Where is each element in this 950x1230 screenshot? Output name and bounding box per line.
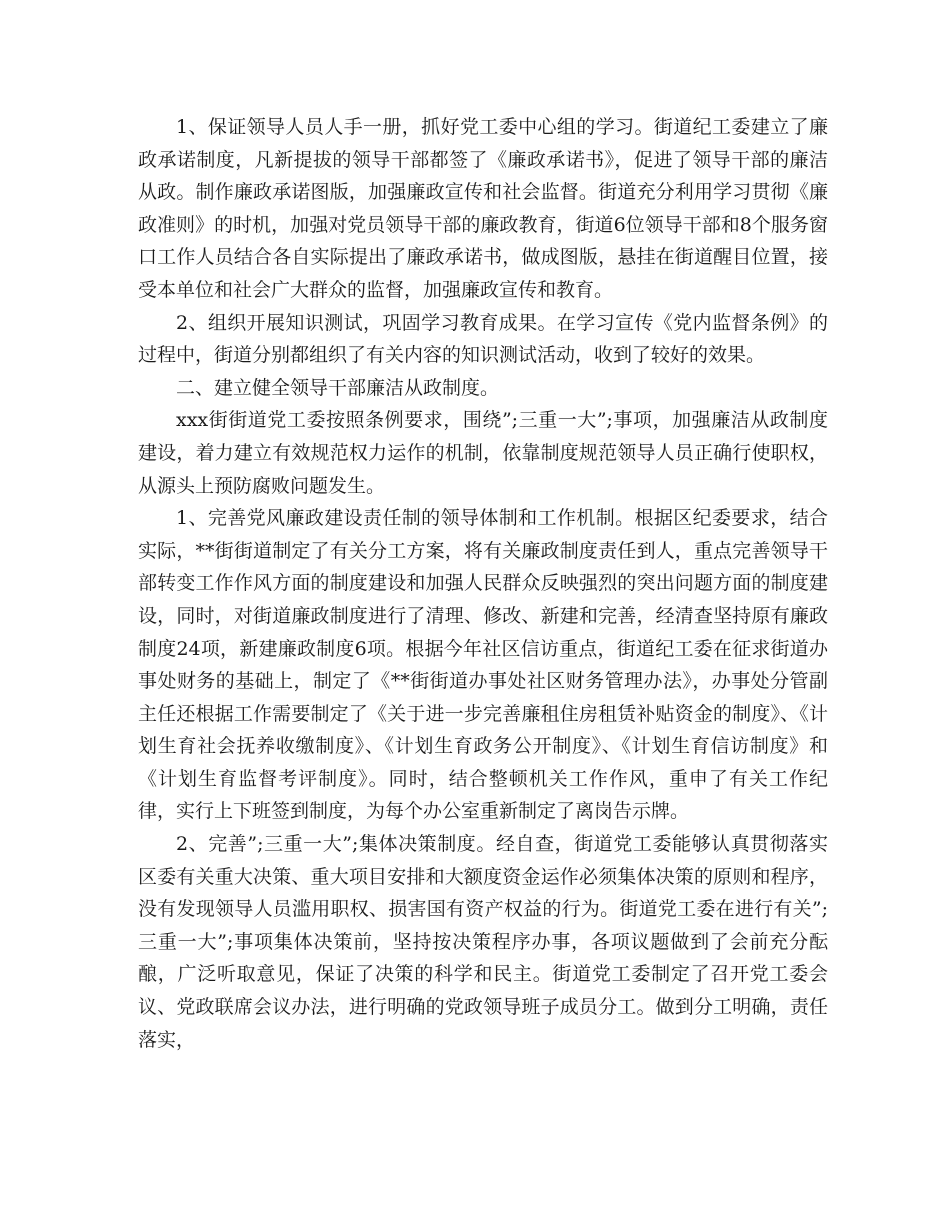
paragraph-1: 1、保证领导人员人手一册，抓好党工委中心组的学习。街道纪工委建立了廉政承诺制度，凡新提拔的领导干部都签了《廉政承诺书》，促进了领导干部的廉洁从政。制作廉政承诺图版，加强廉政宣传和社会监督。街道充分利用学习贯彻《廉政准则》的时机，加强对党员领导干部的廉政教育，街道6位领导干部和8个服务窗口工作人员结合各自实际提出了廉政承诺书，做成图版，悬挂在街道醒目位置，接受本单位和社会广大群众的监督，加强廉政宣传和教育。	[138, 116, 828, 301]
paragraph-2: 2、组织开展知识测试，巩固学习教育成果。在学习宣传《党内监督条例》的过程中，街道分别都组织了有关内容的知识测试活动，收到了较好的效果。	[138, 311, 828, 367]
paragraph-5: 2、完善”;三重一大”;集体决策制度。经自查，街道党工委能够认真贯彻落实区委有关重大决策、重大项目安排和大额度资金运作必须集体决策的原则和程序，没有发现领导人员滥用职权、损害国有资产权益的行为。街道党工委在进行有关”;三重一大”;事项集体决策前，坚持按决策程序办事，各项议题做到了会前充分酝酿，广泛听取意见，保证了决策的科学和民主。街道党工委制定了召开党工委会议、党政联席会议办法，进行明确的党政领导班子成员分工。做到分工明确，责任落实，	[138, 833, 828, 1051]
paragraph-3: xxx街街道党工委按照条例要求，围绕”;三重一大”;事项，加强廉洁从政制度建设，着力建立有效规范权力运作的机制，依靠制度规范领导人员正确行使职权，从源头上预防腐败问题发生。	[138, 409, 828, 497]
section-heading: 二、建立健全领导干部廉洁从政制度。	[176, 376, 500, 399]
paragraph-4: 1、完善党风廉政建设责任制的领导体制和工作机制。根据区纪委要求，结合实际，**街街道制定了有关分工方案，将有关廉政制度责任到人，重点完善领导干部转变工作作风方面的制度建设和加强人民群众反映强烈的突出问题方面的制度建设，同时，对街道廉政制度进行了清理、修改、新建和完善，经清查坚持原有廉政制度24项，新建廉政制度6项。根据今年社区信访重点，街道纪工委在征求街道办事处财务的基础上，制定了《**街街道办事处社区财务管理办法》，办事处分管副主任还根据工作需要制定了《关于进一步完善廉租住房租赁补贴资金的制度》、《计划生育社会抚养收缴制度》、《计划生育政务公开制度》、《计划生育信访制度》和《计划生育监督考评制度》。同时，结合整顿机关工作作风，重申了有关工作纪律，实行上下班签到制度，为每个办公室重新制定了离岗告示牌。	[138, 507, 828, 823]
document-body	[138, 111, 828, 1056]
